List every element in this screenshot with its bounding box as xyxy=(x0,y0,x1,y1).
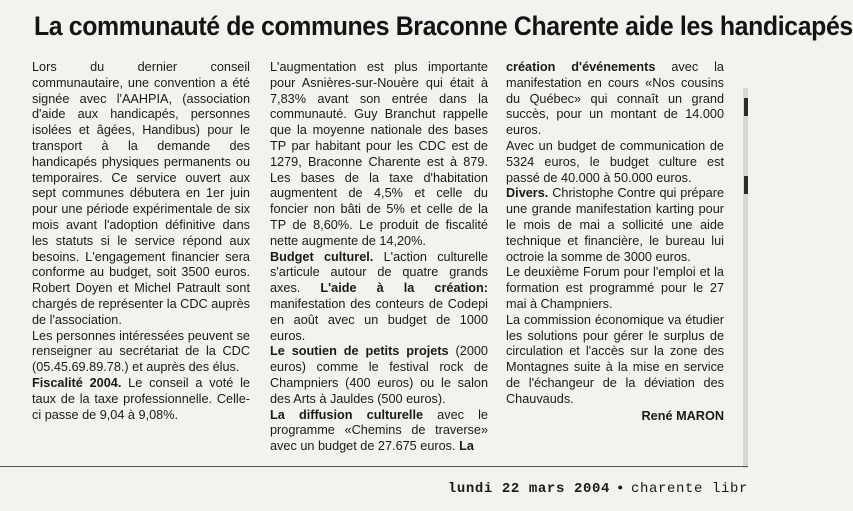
text-diffusion: avec le programme «Chemins de traverse» avec un budget de 27.675 euros. xyxy=(270,407,488,454)
footer-bullet: • xyxy=(615,481,625,497)
text-budget-culturel: L'action culturelle s'articule autour de quatre grands axes. xyxy=(270,249,488,296)
footer-publication: charente libr xyxy=(630,481,748,497)
lead-budget-culturel: Budget culturel. xyxy=(270,249,374,264)
paragraph-commission: La commission économique va étudier les solutions pour gérer le surplus de circulation et l'accès sur la zone des Montagnes suite à la mise en service de l'échangeur de la déviation des Chauvauds. xyxy=(506,312,724,406)
text-aide-creation: manifestation des conteurs de Codepi en août avec un budget de 1000 euros. xyxy=(270,296,488,343)
column-2 xyxy=(270,60,488,455)
lead-la: La xyxy=(459,439,474,454)
column-1 xyxy=(32,60,250,423)
text-creation-evenements: avec la manifestation en cours «Nos cousins du Québec» qui connaît un grand succès, pour un montant de 14.000 euros. xyxy=(506,60,724,138)
lead-aide-creation: L'aide à la création: xyxy=(320,281,488,296)
edge-mark-upper xyxy=(744,98,748,116)
author-signature: René MARON xyxy=(641,408,724,423)
text-fiscalite: Le conseil a voté le taux de la taxe professionnelle. Celle-ci passe de 9,04 à 9,08%. xyxy=(32,375,250,422)
article-headline: La communauté de communes Braconne Charente aide les handicapés xyxy=(34,11,853,41)
paragraph-contact: Les personnes intéressées peuvent se renseigner au secrétariat de la CDC (05.45.69.89.78.) et auprès des élus. xyxy=(32,328,250,375)
lead-diffusion: La diffusion culturelle xyxy=(270,407,424,422)
footer-date: lundi 22 mars 2004 xyxy=(447,481,610,497)
paragraph-creation-evenements xyxy=(506,60,724,139)
paragraph-fiscalite xyxy=(32,376,250,423)
paragraph-divers xyxy=(506,186,724,265)
edge-mark-lower xyxy=(744,176,748,194)
article-body xyxy=(32,60,732,460)
paragraph-budget-culturel xyxy=(270,250,488,345)
lead-fiscalite: Fiscalité 2004. xyxy=(32,375,122,390)
footer-rule xyxy=(0,466,748,467)
paragraph-soutien xyxy=(270,344,488,407)
paragraph-communication: Avec un budget de communication de 5324 euros, le budget culture est passé de 40.000 à 50.000 euros. xyxy=(506,138,724,185)
paragraph-diffusion xyxy=(270,408,488,455)
lead-creation-evenements: création d'événements xyxy=(506,60,656,74)
paragraph-forum: Le deuxième Forum pour l'emploi et la formation est programmé pour le 27 mai à Champniers. xyxy=(506,265,724,311)
paragraph-convention: Lors du dernier conseil communautaire, une convention a été signée avec l'AAHPIA, (association d'aide aux handicapés, personnes isolées et âgées, Handibus) pour le transport à la demande des handicapés physiques permanents ou temporaires. Ce service ouvert aux sept communes débutera en 1er juin pour une période expérimentale de six mois avant l'adoption définitive dans les statuts si le service répond aux besoins. L'engagement financier sera conforme au budget, soit 3500 euros. Robert Doyen et Michel Patrault sont chargés de représenter la CDC auprès de l'association. xyxy=(32,60,250,327)
lead-divers: Divers. xyxy=(506,186,549,201)
text-soutien: (2000 euros) comme le festival rock de Champniers (400 euros) ou le salon des Arts à Jauldes (500 euros). xyxy=(270,344,488,406)
paragraph-augmentation: L'augmentation est plus importante pour Asnières-sur-Nouère qui était à 7,83% avant son entrée dans la communauté. Guy Branchut rappelle que la moyenne nationale des bases TP par habitant pour les CDC est de 1279, Braconne Charente est à 879. Les bases de la taxe d'habitation augmentent de 4,5% et celle du foncier non bâti de 5% et celle de la TP de 8,60%. Le produit de fiscalité nette augmente de 14,20%. xyxy=(270,60,488,248)
text-divers: Christophe Contre qui prépare une grande manifestation karting pour le mois de mai a sollicité une aide technique et financière, le bureau lui octroie la somme de 3000 euros. xyxy=(506,186,724,264)
page-footer xyxy=(448,478,748,500)
adjacent-page-edge xyxy=(743,88,748,468)
lead-soutien: Le soutien de petits projets xyxy=(270,344,449,359)
column-3 xyxy=(506,60,724,424)
